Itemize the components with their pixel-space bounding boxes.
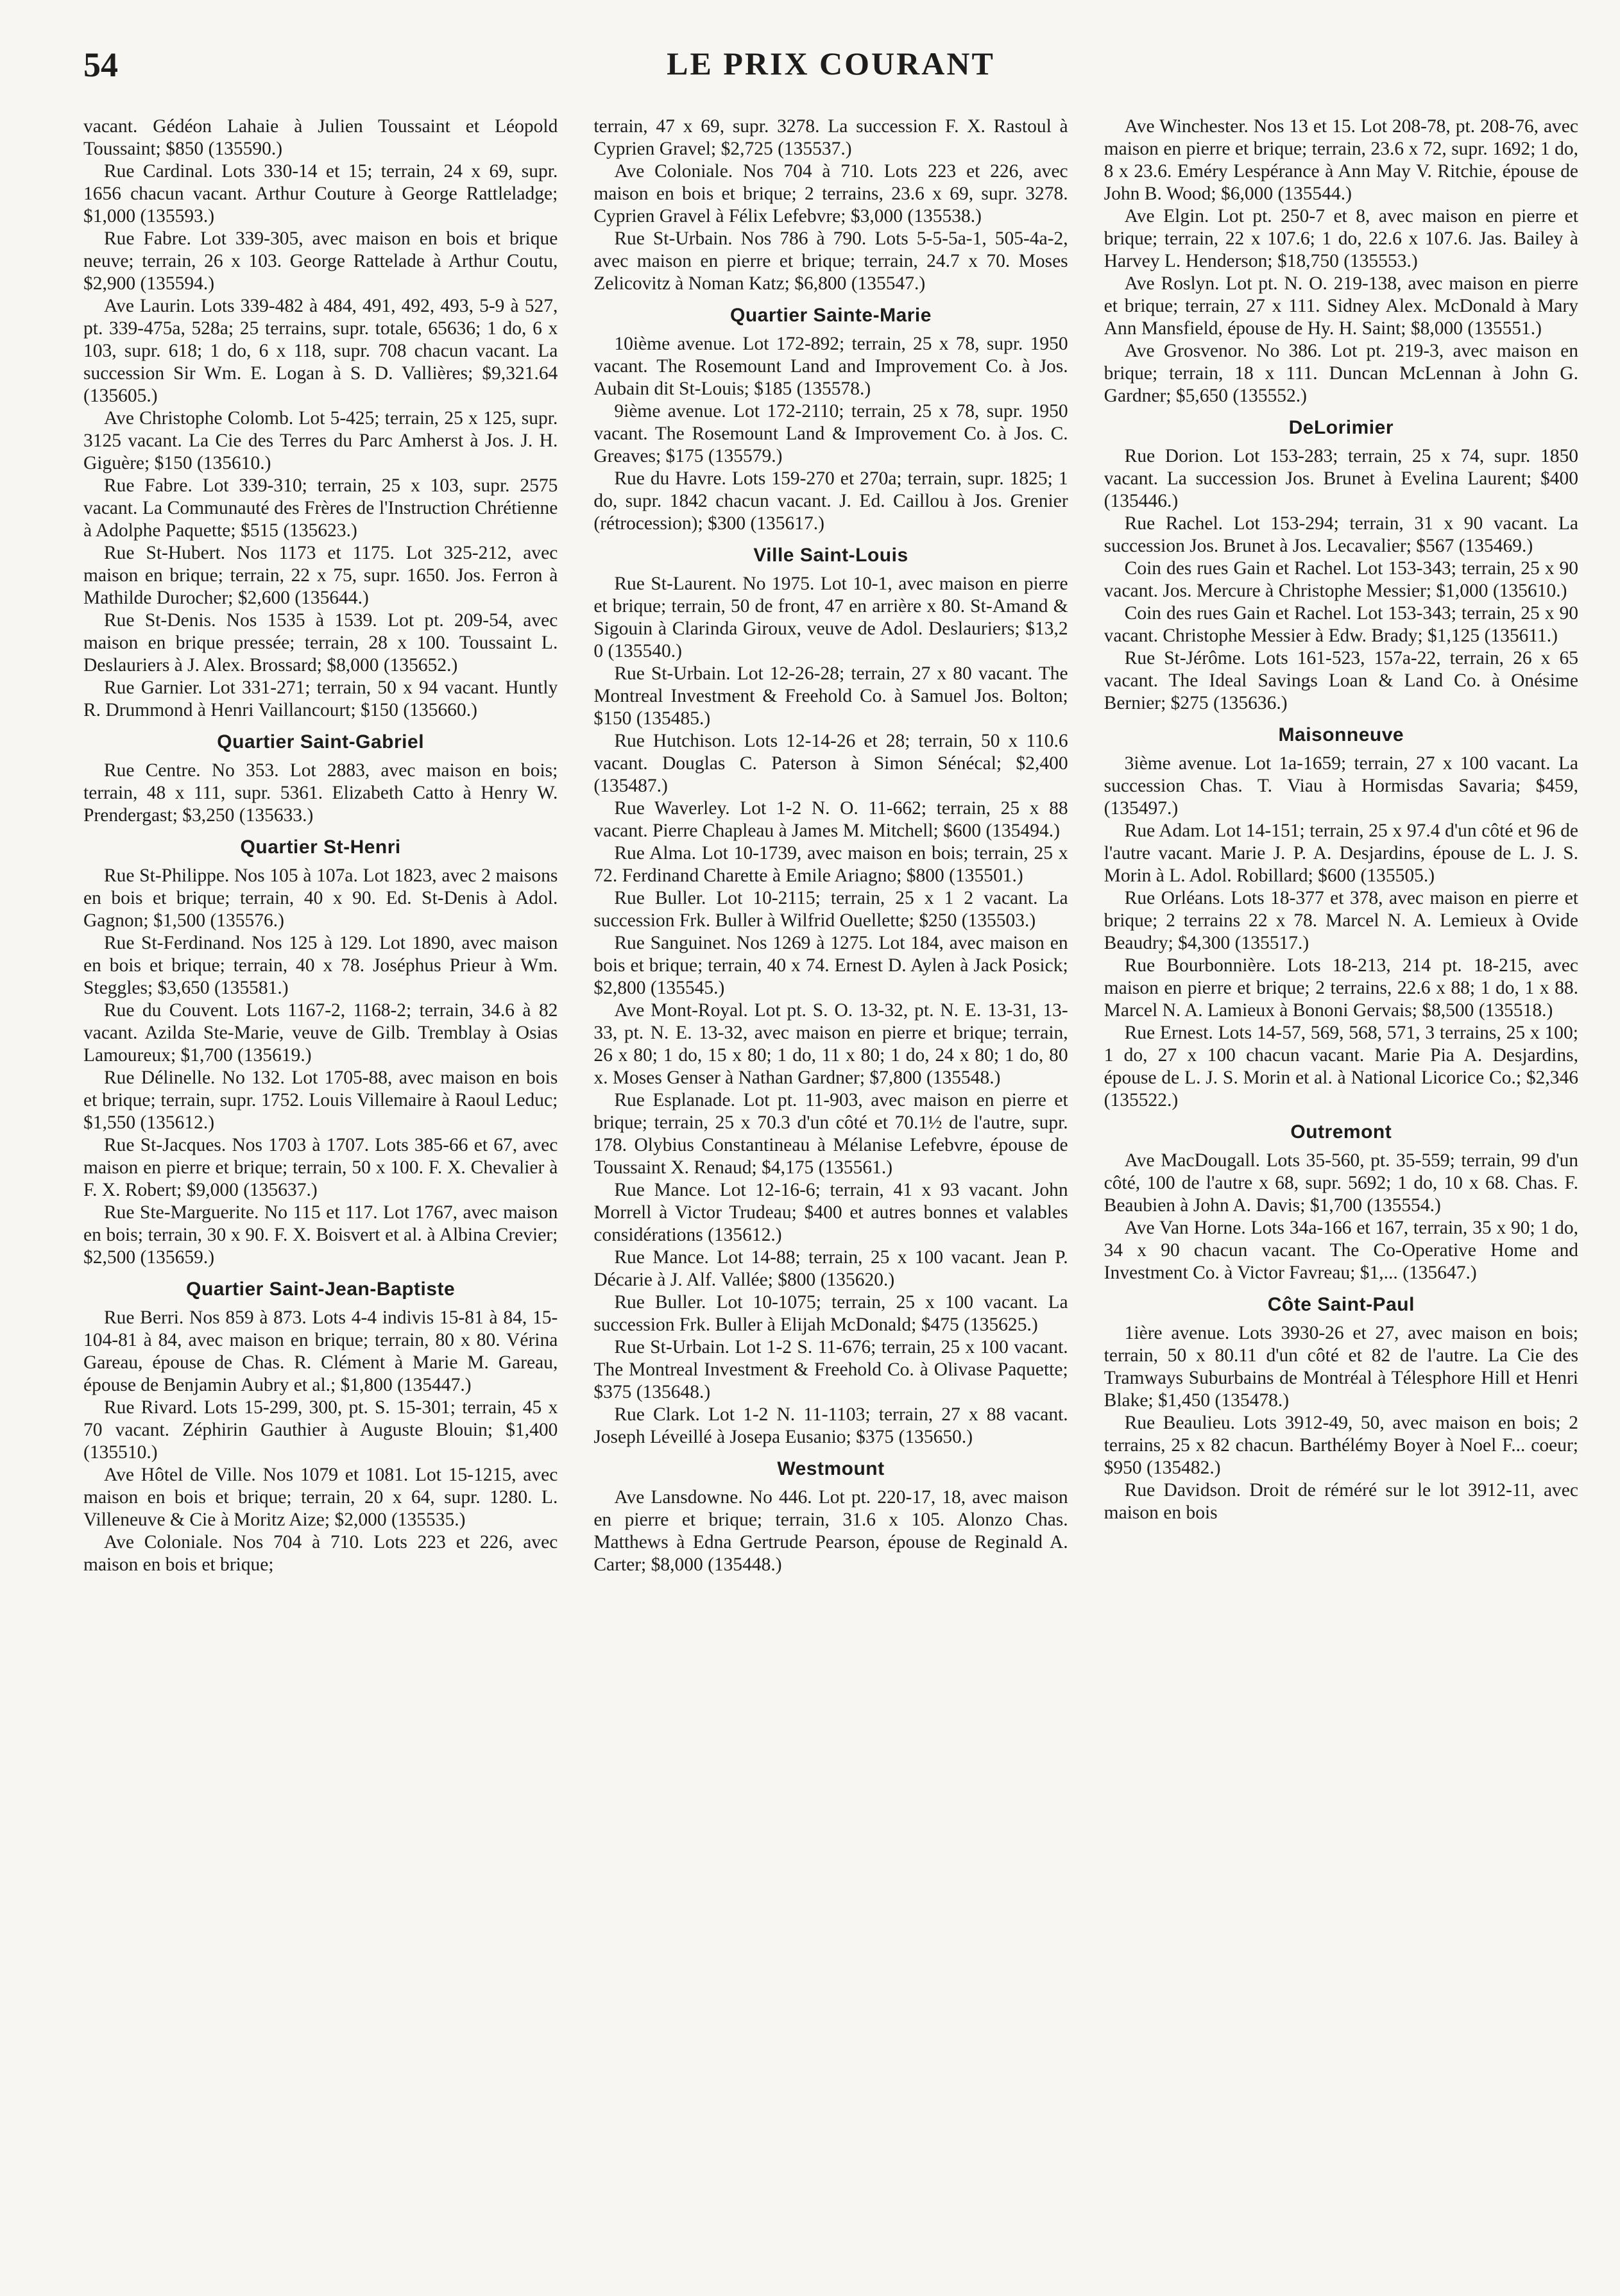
listing-entry: terrain, 47 x 69, supr. 3278. La succession F. X. Rastoul à Cyprien Gravel; $2,725 (135537.) — [593, 116, 1068, 159]
section-heading: Maisonneuve — [1278, 724, 1404, 745]
listing-entry: Ave Elgin. Lot pt. 250-7 et 8, avec maison en pierre et brique; terrain, 22 x 107.6; 1 do, 22.6 x 107.6. Jas. Bailey à Harvey L. Henderson; $18,750 (135553.) — [1104, 206, 1578, 271]
listing-entry: Ave Van Horne. Lots 34a-166 et 167, terrain, 35 x 90; 1 do, 34 x 90 chacun vacant. The Co-Operative Home and Investment Co. à Victor Favreau; $1,... (135647.) — [1104, 1218, 1578, 1283]
listing-entry: Ave Coloniale. Nos 704 à 710. Lots 223 et 226, avec maison en bois et brique; 2 terrains, 23.6 x 69, supr. 3278. Cyprien Gravel à Félix Lefebvre; $3,000 (135538.) — [593, 161, 1068, 226]
listing-entry: 10ième avenue. Lot 172-892; terrain, 25 x 78, supr. 1950 vacant. The Rosemount Land and Improvement Co. à Jos. Aubain dit St-Louis; $185 (135578.) — [593, 334, 1068, 399]
listing-entry: Coin des rues Gain et Rachel. Lot 153-343; terrain, 25 x 90 vacant. Jos. Mercure à Christophe Messier; $1,000 (135610.) — [1104, 558, 1578, 601]
listing-entry: Rue St-Urbain. Lot 12-26-28; terrain, 27 x 80 vacant. The Montreal Investment & Freehold Co. à Samuel Jos. Bolton; $150 (135485.) — [593, 663, 1068, 729]
listing-entry: Rue du Couvent. Lots 1167-2, 1168-2; terrain, 34.6 à 82 vacant. Azilda Ste-Marie, veuve de Gilb. Tremblay à Osias Lamoureux; $1,700 (135619.) — [83, 1000, 558, 1066]
listing-entry: Rue St-Philippe. Nos 105 à 107a. Lot 1823, avec 2 maisons en bois et brique; terrain, 40 x 90. Ed. St-Denis à Adol. Gagnon; $1,500 (135576.) — [83, 865, 558, 931]
listing-entry: Rue St-Jacques. Nos 1703 à 1707. Lots 385-66 et 67, avec maison en pierre et brique; terrain, 50 x 100. F. X. Chevalier à F. X. Robert; $9,000 (135637.) — [83, 1135, 558, 1200]
section-heading: Outremont — [1290, 1121, 1392, 1143]
listing-entry: Ave Mont-Royal. Lot pt. S. O. 13-32, pt. N. E. 13-31, 13-33, pt. N. E. 13-32, avec maison en pierre et brique; terrain, 26 x 80; 1 do, 15 x 80; 1 do, 11 x 80; 1 do, 24 x 80; 1 do, 80 x. Moses Genser à Nathan Gardner; $7,800 (135548.) — [593, 1000, 1068, 1088]
listing-entry: Rue Ernest. Lots 14-57, 569, 568, 571, 3 terrains, 25 x 100; 1 do, 27 x 100 chacun vacant. Marie Pia A. Desjardins, épouse de L. J. S. Morin et al. à National Licorice Co.; $2,346 (135522.) — [1104, 1023, 1578, 1110]
section-heading: Quartier Sainte-Marie — [730, 305, 932, 326]
listing-entry: Rue St-Jérôme. Lots 161-523, 157a-22, terrain, 26 x 65 vacant. The Ideal Savings Loan & Land Co. à Onésime Bernier; $275 (135636.) — [1104, 648, 1578, 713]
listing-entry: Rue Mance. Lot 14-88; terrain, 25 x 100 vacant. Jean P. Décarie à J. Alf. Vallée; $800 (135620.) — [593, 1247, 1068, 1290]
listing-entry: Ave Lansdowne. No 446. Lot pt. 220-17, 18, avec maison en pierre et brique; terrain, 31.6 x 105. Alonzo Chas. Matthews à Edna Gertrude Pearson, épouse de Reginald A. Carter; $8,000 (135448.) — [593, 1487, 1068, 1575]
listing-entry: Rue Clark. Lot 1-2 N. 11-1103; terrain, 27 x 88 vacant. Joseph Léveillé à Josepa Eusanio; $375 (135650.) — [593, 1404, 1068, 1447]
listing-entry: Rue St-Hubert. Nos 1173 et 1175. Lot 325-212, avec maison en brique; terrain, 22 x 75, supr. 1650. Jos. Ferron à Mathilde Durocher; $2,600 (135644.) — [83, 543, 558, 608]
journal-title: LE PRIX COURANT — [667, 46, 995, 81]
listing-entry: Rue Orléans. Lots 18-377 et 378, avec maison en pierre et brique; 2 terrains 22 x 78. Marcel N. A. Lemieux à Ovide Beaudry; $4,300 (135517.) — [1104, 888, 1578, 953]
section-heading: Westmount — [777, 1458, 885, 1479]
listing-entry: Rue Sanguinet. Nos 1269 à 1275. Lot 184, avec maison en bois et brique; terrain, 40 x 74. Ernest D. Aylen à Jack Posick; $2,800 (135545.) — [593, 933, 1068, 998]
section-heading: Côte Saint-Paul — [1267, 1294, 1415, 1315]
listing-entry: Rue St-Denis. Nos 1535 à 1539. Lot pt. 209-54, avec maison en brique pressée; terrain, 28 x 100. Toussaint L. Deslauriers à J. Alex. Brossard; $8,000 (135652.) — [83, 610, 558, 676]
listing-entry: Rue Waverley. Lot 1-2 N. O. 11-662; terrain, 25 x 88 vacant. Pierre Chapleau à James M. Mitchell; $600 (135494.) — [593, 798, 1068, 841]
column-1 — [83, 115, 558, 2271]
column-3 — [1104, 115, 1578, 2271]
section-heading: Ville Saint-Louis — [753, 545, 908, 566]
listing-entry: Rue Beaulieu. Lots 3912-49, 50, avec maison en bois; 2 terrains, 25 x 82 chacun. Barthélémy Boyer à Noel F... coeur; $950 (135482.) — [1104, 1413, 1578, 1478]
listing-entry: Ave Christophe Colomb. Lot 5-425; terrain, 25 x 125, supr. 3125 vacant. La Cie des Terres du Parc Amherst à Jos. J. H. Giguère; $150 (135610.) — [83, 408, 558, 473]
listing-entry: Rue du Havre. Lots 159-270 et 270a; terrain, supr. 1825; 1 do, supr. 1842 chacun vacant. J. Ed. Caillou à Jos. Grenier (rétrocession); $300 (135617.) — [593, 468, 1068, 534]
section-heading: Quartier Saint-Jean-Baptiste — [186, 1279, 456, 1300]
listing-entry: Ave Grosvenor. No 386. Lot pt. 219-3, avec maison en brique; terrain, 18 x 111. Duncan McLennan à John G. Gardner; $5,650 (135552.) — [1104, 341, 1578, 406]
page-number: 54 — [83, 46, 118, 84]
listing-entry: Rue Dorion. Lot 153-283; terrain, 25 x 74, supr. 1850 vacant. La succession Jos. Brunet à Evelina Laurent; $400 (135446.) — [1104, 446, 1578, 511]
listing-entry: 1ière avenue. Lots 3930-26 et 27, avec maison en bois; terrain, 50 x 80.11 d'un côté et 82 de l'autre. La Cie des Tramways Suburbains de Montréal à Télesphore Hill et Henri Blake; $1,450 (135478.) — [1104, 1323, 1578, 1411]
listing-entry: Rue Ste-Marguerite. No 115 et 117. Lot 1767, avec maison en bois; terrain, 30 x 90. F. X. Boisvert et al. à Albina Crevier; $2,500 (135659.) — [83, 1202, 558, 1268]
listing-entry: Rue Buller. Lot 10-2115; terrain, 25 x 1 2 vacant. La succession Frk. Buller à Wilfrid Ouellette; $250 (135503.) — [593, 888, 1068, 931]
listing-entry: Rue Cardinal. Lots 330-14 et 15; terrain, 24 x 69, supr. 1656 chacun vacant. Arthur Couture à George Rattleladge; $1,000 (135593.) — [83, 161, 558, 226]
listing-entry: Coin des rues Gain et Rachel. Lot 153-343; terrain, 25 x 90 vacant. Christophe Messier à Edw. Brady; $1,125 (135611.) — [1104, 603, 1578, 646]
listing-entry: Rue Centre. No 353. Lot 2883, avec maison en bois; terrain, 48 x 111, supr. 5361. Elizabeth Catto à Henry W. Prendergast; $3,250 (135633.) — [83, 760, 558, 826]
listing-entry: 3ième avenue. Lot 1a-1659; terrain, 27 x 100 vacant. La succession Chas. T. Viau à Hormisdas Savaria; $459, (135497.) — [1104, 753, 1578, 819]
listing-entry: Rue St-Urbain. Lot 1-2 S. 11-676; terrain, 25 x 100 vacant. The Montreal Investment & Freehold Co. à Olivase Paquette; $375 (135648.) — [593, 1337, 1068, 1402]
listing-entry: Rue Délinelle. No 132. Lot 1705-88, avec maison en bois et brique; terrain, supr. 1752. Louis Villemaire à Raoul Leduc; $1,550 (135612.) — [83, 1067, 558, 1133]
listing-entry: 9ième avenue. Lot 172-2110; terrain, 25 x 78, supr. 1950 vacant. The Rosemount Land & Improvement Co. à Jos. C. Greaves; $175 (135579.) — [593, 401, 1068, 466]
section-heading: DeLorimier — [1288, 417, 1394, 438]
listing-entry: Rue Esplanade. Lot pt. 11-903, avec maison en pierre et brique; terrain, 25 x 70.3 d'un côté et 70.1½ de l'autre, supr. 178. Olybius Constantineau à Mélanise Lefebvre, épouse de Toussaint X. Renaud; $4,175 (135561.) — [593, 1090, 1068, 1178]
listing-entry: Rue St-Laurent. No 1975. Lot 10-1, avec maison en pierre et brique; terrain, 50 de front, 47 en arrière x 80. St-Amand & Sigouin à Clarinda Giroux, veuve de Adol. Deslauriers; $13,2 0 (135540.) — [593, 574, 1068, 661]
listing-entry: Ave MacDougall. Lots 35-560, pt. 35-559; terrain, 99 d'un côté, 100 de l'autre x 68, supr. 5692; 1 do, 10 x 68. Chas. F. Beaubien à John A. Davis; $1,700 (135554.) — [1104, 1150, 1578, 1216]
listing-entry: Ave Winchester. Nos 13 et 15. Lot 208-78, pt. 208-76, avec maison en pierre et brique; terrain, 23.6 x 72, supr. 1692; 1 do, 8 x 23.6. Eméry Lespérance à Ann May V. Ritchie, épouse de John B. Wood; $6,000 (135544.) — [1104, 116, 1578, 204]
listing-entry: Ave Laurin. Lots 339-482 à 484, 491, 492, 493, 5-9 à 527, pt. 339-475a, 528a; 25 terrains, supr. totale, 65636; 1 do, 6 x 103, supr. 618; 1 do, 6 x 118, supr. 708 chacun vacant. La succession Sir Wm. E. Logan à S. D. Vallières; $9,321.64 (135605.) — [83, 296, 558, 406]
listing-entry: Rue Fabre. Lot 339-310; terrain, 25 x 103, supr. 2575 vacant. La Communauté des Frères de l'Instruction Chrétienne à Adolphe Paquette; $515 (135623.) — [83, 475, 558, 541]
listing-entry: Rue Bourbonnière. Lots 18-213, 214 pt. 18-215, avec maison en pierre et brique; 2 terrains, 22.6 x 88; 1 do, 1 x 88. Marcel N. A. Lamieux à Bononi Gervais; $8,500 (135518.) — [1104, 955, 1578, 1021]
page-header — [83, 45, 1578, 90]
listing-entry: Rue Garnier. Lot 331-271; terrain, 50 x 94 vacant. Huntly R. Drummond à Henri Vaillancourt; $150 (135660.) — [83, 677, 558, 720]
article-columns — [83, 115, 1578, 2271]
listing-entry: Rue Rivard. Lots 15-299, 300, pt. S. 15-301; terrain, 45 x 70 vacant. Zéphirin Gauthier à Auguste Blouin; $1,400 (135510.) — [83, 1397, 558, 1463]
listing-entry: Rue St-Ferdinand. Nos 125 à 129. Lot 1890, avec maison en bois et brique; terrain, 40 x 78. Joséphus Prieur à Wm. Steggles; $3,650 (135581.) — [83, 933, 558, 998]
listing-entry: Rue Rachel. Lot 153-294; terrain, 31 x 90 vacant. La succession Jos. Brunet à Jos. Lecavalier; $567 (135469.) — [1104, 513, 1578, 556]
listing-entry: Rue Berri. Nos 859 à 873. Lots 4-4 indivis 15-81 à 84, 15-104-81 à 84, avec maison en brique; terrain, 80 x 80. Vérina Gareau, épouse de Chas. R. Clément à Marie M. Gareau, épouse de Benjamin Aubry et al.; $1,800 (135447.) — [83, 1307, 558, 1395]
listing-entry: Rue Buller. Lot 10-1075; terrain, 25 x 100 vacant. La succession Frk. Buller à Elijah McDonald; $475 (135625.) — [593, 1292, 1068, 1335]
listing-entry: Rue Hutchison. Lots 12-14-26 et 28; terrain, 50 x 110.6 vacant. Douglas C. Paterson à Simon Sénécal; $2,400 (135487.) — [593, 731, 1068, 796]
listing-entry: Rue Adam. Lot 14-151; terrain, 25 x 97.4 d'un côté et 96 de l'autre vacant. Marie J. P. A. Desjardins, épouse de L. J. S. Morin à L. Adol. Robillard; $600 (135505.) — [1104, 821, 1578, 886]
listing-entry: Ave Hôtel de Ville. Nos 1079 et 1081. Lot 15-1215, avec maison en bois et brique; terrain, 20 x 64, supr. 1280. L. Villeneuve & Cie à Moritz Aize; $2,000 (135535.) — [83, 1465, 558, 1530]
listing-entry: Rue Davidson. Droit de réméré sur le lot 3912-11, avec maison en bois — [1104, 1480, 1578, 1523]
listing-entry: Rue Mance. Lot 12-16-6; terrain, 41 x 93 vacant. John Morrell à Victor Trudeau; $400 et autres bonnes et valables considérations (135612.) — [593, 1180, 1068, 1245]
listing-entry: Ave Coloniale. Nos 704 à 710. Lots 223 et 226, avec maison en bois et brique; — [83, 1532, 558, 1575]
listing-entry: Rue Alma. Lot 10-1739, avec maison en bois; terrain, 25 x 72. Ferdinand Charette à Emile Ariagno; $800 (135501.) — [593, 843, 1068, 886]
section-heading: Quartier St-Henri — [240, 837, 401, 858]
column-2 — [593, 115, 1068, 2271]
section-heading: Quartier Saint-Gabriel — [217, 731, 425, 753]
listing-entry: vacant. Gédéon Lahaie à Julien Toussaint et Léopold Toussaint; $850 (135590.) — [83, 116, 558, 159]
listing-entry: Ave Roslyn. Lot pt. N. O. 219-138, avec maison en pierre et brique; terrain, 27 x 111. Sidney Alex. McDonald à Mary Ann Mansfield, épouse de Hy. H. Saint; $8,000 (135551.) — [1104, 273, 1578, 339]
listing-entry: Rue Fabre. Lot 339-305, avec maison en bois et brique neuve; terrain, 26 x 103. George Rattelade à Arthur Coutu, $2,900 (135594.) — [83, 228, 558, 294]
listing-entry: Rue St-Urbain. Nos 786 à 790. Lots 5-5-5a-1, 505-4a-2, avec maison en pierre et brique; terrain, 24.7 x 70. Moses Zelicovitz à Noman Katz; $6,800 (135547.) — [593, 228, 1068, 294]
